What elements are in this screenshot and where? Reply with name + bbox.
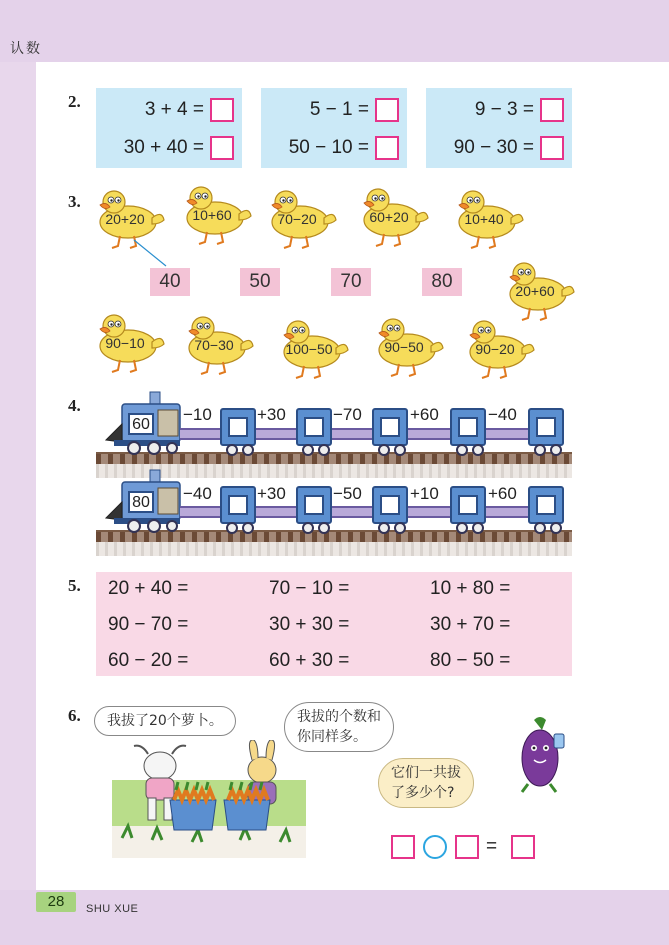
- answer-chip[interactable]: 80: [422, 268, 462, 296]
- equation: 20 + 40 =: [108, 578, 189, 599]
- wheel: [302, 444, 314, 456]
- duck: 70−30: [185, 312, 255, 376]
- train-car: [372, 408, 408, 446]
- problem-2-panel-2: [261, 88, 407, 168]
- train-car: [372, 486, 408, 524]
- operation-label: +10: [410, 484, 439, 503]
- wheel: [394, 444, 406, 456]
- answer-box[interactable]: [210, 136, 234, 160]
- equation: 5 − 1 =: [310, 98, 399, 122]
- answer-box[interactable]: [458, 495, 478, 515]
- answer-chip[interactable]: 50: [240, 268, 280, 296]
- train-car: [528, 408, 564, 446]
- answer-box[interactable]: [304, 495, 324, 515]
- answer-box[interactable]: [380, 495, 400, 515]
- problem-5-number: 5.: [68, 576, 81, 595]
- equation: 60 − 20 =: [108, 650, 189, 671]
- problem-5-panel: [96, 572, 572, 676]
- duck: 70−20: [268, 186, 338, 250]
- equation: 90 − 70 =: [108, 614, 189, 635]
- wheel: [378, 522, 390, 534]
- wheel: [394, 522, 406, 534]
- equation: 80 − 50 =: [430, 650, 511, 671]
- wheel: [302, 522, 314, 534]
- equals-sign: =: [486, 836, 498, 857]
- wheel: [226, 444, 238, 456]
- equation: 30 + 30 =: [269, 614, 350, 635]
- answer-box[interactable]: [228, 495, 248, 515]
- wheel: [472, 522, 484, 534]
- page-number: 28: [36, 892, 76, 912]
- answer-box[interactable]: [375, 136, 399, 160]
- answer-chip[interactable]: 70: [331, 268, 371, 296]
- rabbit-speech-bubble: 我拔的个数和 你同样多。: [284, 702, 394, 752]
- wheel: [550, 444, 562, 456]
- equation: 9 − 3 =: [475, 98, 564, 122]
- wheel: [472, 444, 484, 456]
- operation-label: +60: [410, 405, 439, 424]
- duck: 60+20: [360, 184, 430, 248]
- answer-box[interactable]: [458, 417, 478, 437]
- answer-box[interactable]: [511, 835, 535, 859]
- problem-2-number: 2.: [68, 92, 81, 111]
- wheel: [226, 522, 238, 534]
- answer-box[interactable]: [375, 98, 399, 122]
- problem-3-number: 3.: [68, 192, 81, 211]
- answer-box[interactable]: [540, 136, 564, 160]
- wheel: [242, 444, 254, 456]
- duck: 20+60: [506, 258, 576, 322]
- connector-line: [130, 236, 170, 270]
- equation: 30 + 70 =: [430, 614, 511, 635]
- operation-label: +30: [257, 405, 286, 424]
- operation-label: −70: [333, 405, 362, 424]
- equation: 60 + 30 =: [269, 650, 350, 671]
- answer-chip[interactable]: 40: [150, 268, 190, 296]
- equation: 30 + 40 =: [124, 136, 234, 160]
- wheel: [534, 522, 546, 534]
- train-2-start-number: 80: [128, 491, 154, 513]
- duck: 10+40: [455, 186, 525, 250]
- operation-label: −10: [183, 405, 212, 424]
- operation-label: −40: [183, 484, 212, 503]
- eggplant-speech-bubble: 它们一共拔 了多少个?: [378, 758, 474, 808]
- train-car: [296, 486, 332, 524]
- wheel: [456, 522, 468, 534]
- answer-box[interactable]: [455, 835, 479, 859]
- operation-label: −40: [488, 405, 517, 424]
- wheel: [318, 522, 330, 534]
- ground: [96, 542, 572, 556]
- eggplant-icon: [506, 714, 572, 794]
- train-car: [528, 486, 564, 524]
- problem-2-panel-1: [96, 88, 242, 168]
- problem-6-number: 6.: [68, 706, 81, 725]
- train-car: [450, 486, 486, 524]
- duck: 90−10: [96, 310, 166, 374]
- footer-band: [0, 890, 669, 945]
- operation-label: −50: [333, 484, 362, 503]
- wheel: [378, 444, 390, 456]
- page-header-title: 认数: [10, 41, 42, 57]
- train-1-start-number: 60: [128, 413, 154, 435]
- wheel: [550, 522, 562, 534]
- wheel: [456, 444, 468, 456]
- equation: 50 − 10 =: [289, 136, 399, 160]
- footer-subject: SHU XUE: [86, 903, 139, 915]
- answer-box[interactable]: [536, 495, 556, 515]
- train-car: [296, 408, 332, 446]
- equation: 10 + 80 =: [430, 578, 511, 599]
- answer-box[interactable]: [540, 98, 564, 122]
- wheel: [534, 444, 546, 456]
- header-band: [0, 0, 669, 62]
- train-car: [220, 408, 256, 446]
- duck: 100−50: [280, 316, 350, 380]
- answer-box[interactable]: [228, 417, 248, 437]
- duck: 90−50: [375, 314, 445, 378]
- problem-4-number: 4.: [68, 396, 81, 415]
- carrot-field-illustration: [112, 740, 306, 858]
- problem-2-panel-3: [426, 88, 572, 168]
- equation: 70 − 10 =: [269, 578, 350, 599]
- answer-box[interactable]: [380, 417, 400, 437]
- duck: 90−20: [466, 316, 536, 380]
- goat-speech-bubble: 我拔了20个萝卜。: [94, 706, 236, 736]
- answer-box[interactable]: [210, 98, 234, 122]
- answer-box[interactable]: [304, 417, 324, 437]
- equation: 90 − 30 =: [454, 136, 564, 160]
- operator-circle[interactable]: [423, 835, 447, 859]
- duck: 20+20: [96, 186, 166, 250]
- answer-box[interactable]: [391, 835, 415, 859]
- wheel: [318, 444, 330, 456]
- duck: 10+60: [183, 182, 253, 246]
- operation-label: +60: [488, 484, 517, 503]
- wheel: [242, 522, 254, 534]
- answer-box[interactable]: [536, 417, 556, 437]
- train-car: [220, 486, 256, 524]
- equation: 3 + 4 =: [145, 98, 234, 122]
- operation-label: +30: [257, 484, 286, 503]
- train-car: [450, 408, 486, 446]
